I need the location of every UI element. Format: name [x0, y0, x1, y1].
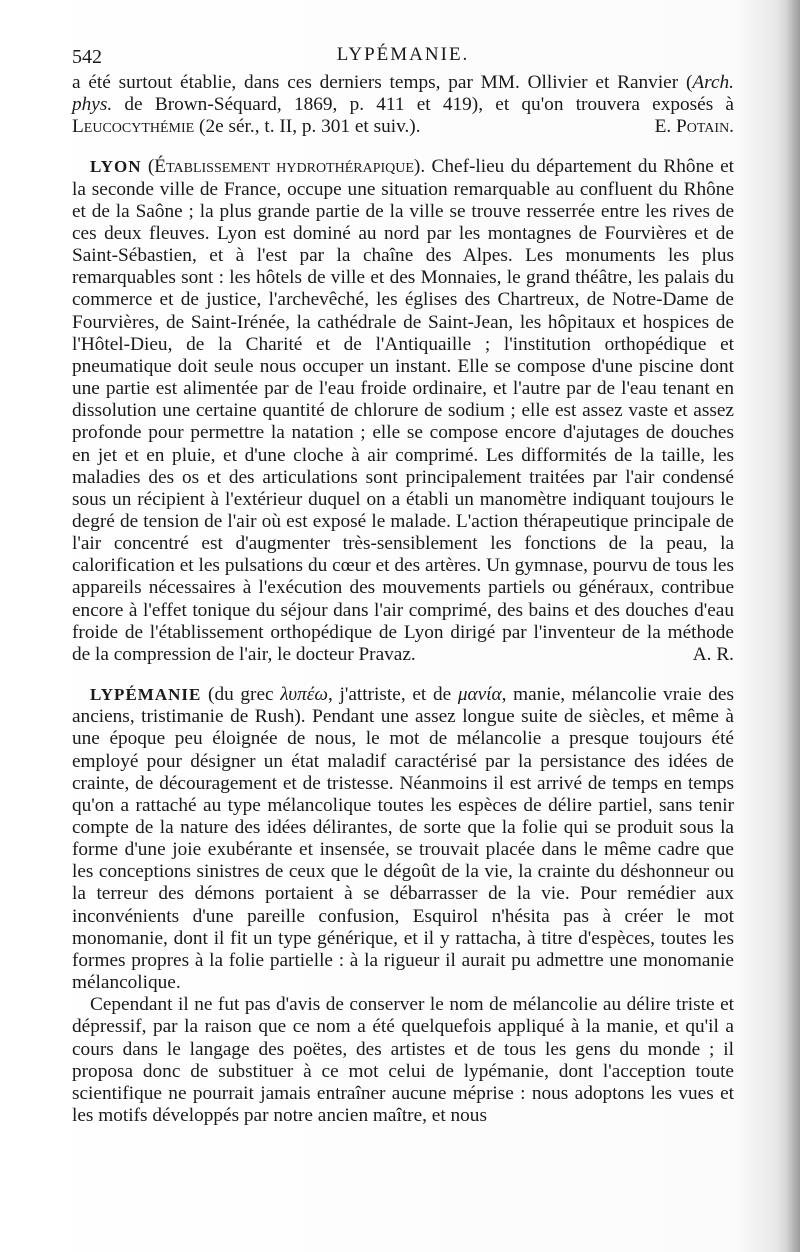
entry-lyon-text: Chef-lieu du département du Rhône et la seconde ville de France, occupe une situation remarquable au confluent du Rhône et de la Saône ; la plus grande partie de la ville se trouve resserrée entre les rives de ces deux fleuves. Lyon est dominé au nord par les montagnes de Fourvières et de Saint-Sébastien, et à l'est par la chaîne des Alpes. Les monuments les plus remarquables sont : les hôtels de ville et des Monnaies, le grand théâtre, les palais du commerce et de justice, l'archevêché, les églises des Chartreux, de Notre-Dame de Fourvières, de Saint-Irénée, la cathédrale de Saint-Jean, les hôpitaux et hospices de l'Hôtel-Dieu, de la Charité et de l'Antiquaille ; l'institution orthopédique et pneumatique doit seule nous occuper un instant. Elle se compose d'une piscine dont une partie est alimentée par de l'eau froide ordinaire, et l'autre par de l'eau tenant en dissolution une certaine quantité de chlorure de sodium ; elle est assez vaste et assez profonde pour permettre la natation ; elle se compose encore d'ajutages de douches en jet et en pluie, et d'une cloche à air comprimé. Les difformités de la taille, les maladies des os et des articulations sont principalement traitées par l'air condensé sous un récipient à l'extérieur duquel on a établi un manomètre indiquant toujours le degré de tension de l'air où est exposé le malade. L'action thérapeutique principale de l'air concentré est d'augmenter très-sensiblement les fonctions de la peau, la calorification et les pulsations du cœur et des artères. Un gymnase, pourvu de tous les appareils nécessaires à l'exécution des mouvements partiels ou généraux, contribue encore à l'effet tonique du séjour dans l'air comprimé, des bains et des douches d'eau froide de l'établissement orthopédique de Lyon dirigé par l'inventeur de la méthode de la compression de l'air, le docteur Pravaz. [72, 156, 735, 665]
continuation-text-c: (2e sér., t. II, p. 301 et suiv.). [194, 116, 421, 138]
section-gap [72, 666, 734, 684]
page-binding-shadow [786, 0, 800, 1252]
page-number: 542 [72, 46, 102, 68]
author-signature-potain: E. Potain. [654, 116, 734, 138]
greek-word-mania: μανία [457, 684, 502, 706]
page-header [72, 40, 734, 70]
headword-lypemanie: LYPÉMANIE [90, 685, 202, 705]
subhead-lyon: (Établissement hydrothérapique). [141, 156, 426, 178]
entry-lypemanie-text-b: , j'attriste, et de [328, 684, 458, 706]
entry-lypemanie-text-a: (du grec [201, 684, 281, 706]
page-body [72, 72, 734, 1127]
headword-lyon: LYON [90, 157, 142, 177]
author-signature-ar: A. R. [692, 643, 734, 665]
cross-reference-leucocythemie: Leucocythémie [72, 116, 195, 138]
entry-lypemanie-text-c: , manie, mélancolie vraie des anciens, tristimanie de Rush). Pendant une assez longue suite de siècles, et même à une époque peu éloignée de nous, le mot de mélancolie a presque toujours été employé pour désigner un état maladif caractérisé par la persistance des idées de crainte, de découragement et de tristesse. Néanmoins il est arrivé de temps en temps qu'on a rattaché au type mélancolique toutes les espèces de délire partiel, sans tenir compte de la nature des idées délirantes, de sorte que la folie qui se produit sous la forme d'une joie exubérante et insensée, se trouvait placée dans le même cadre que les conceptions sinistres de ceux que le dégoût de la vie, la crainte du déshonneur ou la terreur des démons portaient à se débarrasser de la vie. Pour remédier aux inconvénients d'une pareille confusion, Esquirol n'hésita pas à créer le mot monomanie, dont il fit un type générique, et il y rattacha, à titre d'espèces, toutes les formes propres à la folie partielle : à la rigueur il aurait pu admettre une monomanie mélancolique. [72, 684, 734, 994]
greek-word-lupeo: λυπέω [280, 684, 329, 706]
running-title: LYPÉMANIE. [336, 44, 470, 65]
section-gap [72, 138, 734, 156]
citation-arch-phys: Arch. phys. [72, 72, 734, 116]
entry-lypemanie-paragraph-2: Cependant il ne fut pas d'avis de conserver le nom de mélancolie au délire triste et dépressif, par la raison que ce nom a été quelquefois appliqué à la manie, et qu'il a cours dans le langage des poëtes, des artistes et de tous les gens du monde ; il proposa donc de substituer à ce mot celui de lypémanie, dont l'acception toute scientifique ne pourrait jamais entraîner aucune méprise : nous adoptons les vues et les motifs développés par notre ancien maître, et nous [72, 994, 734, 1127]
continuation-text-b: de Brown-Séquard, 1869, p. 411 et 419), et qu'on trouvera exposés à [112, 94, 734, 116]
continuation-text-a: a été surtout établie, dans ces derniers temps, par MM. Ollivier et Ranvier ( [72, 72, 693, 93]
entry-lyon [72, 156, 734, 666]
continuation-paragraph [72, 72, 734, 138]
entry-lypemanie [72, 684, 734, 994]
